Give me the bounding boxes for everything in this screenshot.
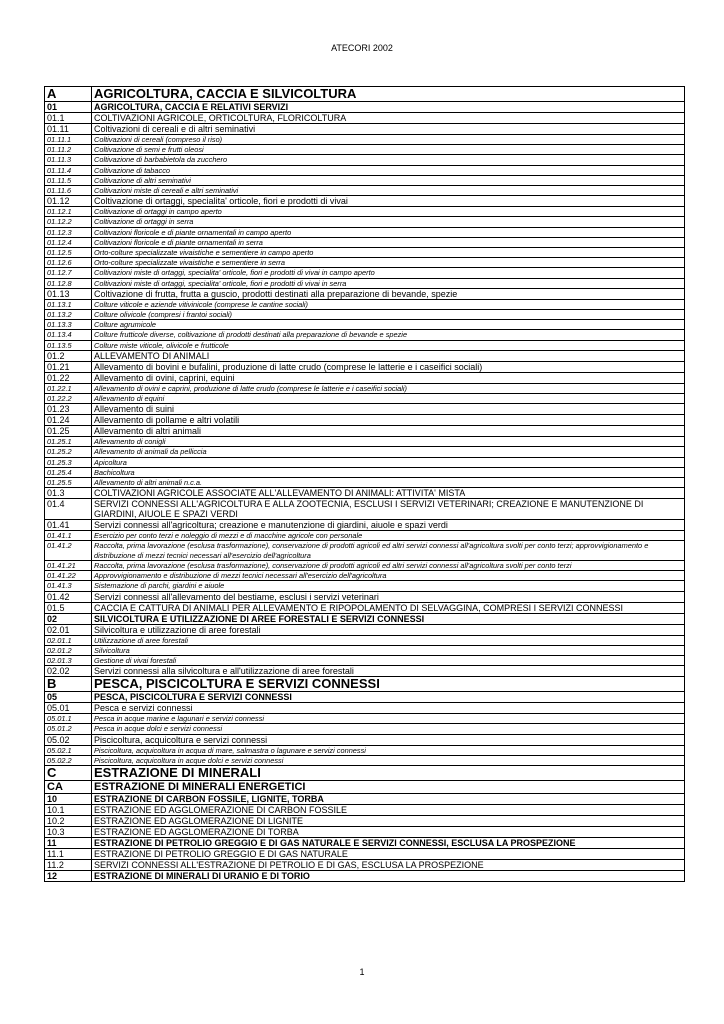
row-description: Piscicoltura, acquicoltura e servizi connessi (92, 734, 685, 745)
row-description: Coltivazione di altri seminativi (92, 175, 685, 185)
row-description: Allevamento di altri animali n.c.a. (92, 478, 685, 488)
row-code: 01.42 (45, 591, 92, 602)
row-code: 01 (45, 102, 92, 113)
row-description: Piscicoltura, acquicoltura in acque dolci e servizi connessi (92, 755, 685, 765)
row-code: 01.13 (45, 288, 92, 299)
row-description: Silvicoltura (92, 645, 685, 655)
table-row (45, 426, 685, 437)
row-code: 11 (45, 837, 92, 848)
row-description: ESTRAZIONE DI PETROLIO GREGGIO E DI GAS NATURALE (92, 848, 685, 859)
row-code: 01.12.5 (45, 248, 92, 258)
row-description: Servizi connessi all'allevamento del bestiame, esclusi i servizi veterinari (92, 591, 685, 602)
row-description: ESTRAZIONE ED AGGLOMERAZIONE DI CARBON FOSSILE (92, 804, 685, 815)
table-row (45, 624, 685, 635)
row-code: 05.01 (45, 703, 92, 714)
row-description: Apicoltura (92, 457, 685, 467)
row-code: 01.11 (45, 124, 92, 135)
row-description: Coltivazioni miste di ortaggi, specialita' orticole, fiori e prodotti di vivai in serra (92, 278, 685, 288)
row-description: Servizi connessi alla silvicoltura e all'utilizzazione di aree forestali (92, 666, 685, 677)
row-description: Utilizzazione di aree forestali (92, 635, 685, 645)
table-row (45, 666, 685, 677)
table-row (45, 645, 685, 655)
table-row (45, 415, 685, 426)
row-code: 01.24 (45, 415, 92, 426)
table-row (45, 755, 685, 765)
row-description: Bachicoltura (92, 467, 685, 477)
page-number: 1 (359, 967, 365, 977)
table-row (45, 288, 685, 299)
row-code: 01.4 (45, 499, 92, 520)
table-row (45, 467, 685, 477)
row-code: 10.2 (45, 815, 92, 826)
row-code: 01.22.1 (45, 383, 92, 393)
row-code: 01.12 (45, 196, 92, 207)
row-code: 01.13.5 (45, 340, 92, 350)
row-description: Piscicoltura, acquicoltura in acqua di mare, salmastra o lagunare e servizi connessi (92, 745, 685, 755)
table-row (45, 531, 685, 541)
row-code: 02 (45, 613, 92, 624)
table-row (45, 372, 685, 383)
table-row (45, 361, 685, 372)
row-description: Esercizio per conto terzi e noleggio di mezzi e di macchine agricole con personale (92, 531, 685, 541)
row-description: SILVICOLTURA E UTILIZZAZIONE DI AREE FORESTALI E SERVIZI CONNESSI (92, 613, 685, 624)
table-row (45, 299, 685, 309)
table-row (45, 591, 685, 602)
table-row (45, 745, 685, 755)
table-row (45, 196, 685, 207)
row-description: Coltivazione di tabacco (92, 165, 685, 175)
table-row (45, 488, 685, 499)
table-row (45, 237, 685, 247)
table-row (45, 692, 685, 703)
row-description: Coltivazioni di cereali (compreso il riso) (92, 135, 685, 145)
row-code: 01.12.6 (45, 258, 92, 268)
table-row (45, 655, 685, 665)
row-description: Orto-colture specializzate vivaistiche e sementiere in campo aperto (92, 248, 685, 258)
row-description: CACCIA E CATTURA DI ANIMALI PER ALLEVAMENTO E RIPOPOLAMENTO DI SELVAGGINA, COMPRESI I SERVIZI CONNESSI (92, 602, 685, 613)
row-code: 10.3 (45, 826, 92, 837)
row-code: B (45, 677, 92, 692)
row-code: 01.25.3 (45, 457, 92, 467)
table-row (45, 145, 685, 155)
row-code: 11.1 (45, 848, 92, 859)
row-code: 01.25.2 (45, 447, 92, 457)
table-row (45, 613, 685, 624)
row-code: 10 (45, 793, 92, 804)
table-row (45, 581, 685, 591)
table-row (45, 520, 685, 531)
row-code: 01.3 (45, 488, 92, 499)
row-description: Silvicoltura e utilizzazione di aree forestali (92, 624, 685, 635)
table-row (45, 268, 685, 278)
row-code: 01.12.3 (45, 227, 92, 237)
table-row (45, 394, 685, 404)
table-row (45, 175, 685, 185)
row-description: Colture viticole e aziende vitivinicole (comprese le cantine sociali) (92, 299, 685, 309)
table-row (45, 677, 685, 692)
table-row (45, 165, 685, 175)
classification-table-body (45, 87, 685, 882)
row-description: Allevamento di ovini, caprini, equini (92, 372, 685, 383)
row-description: Pesca in acque dolci e servizi connessi (92, 724, 685, 734)
table-row (45, 383, 685, 393)
table-row (45, 278, 685, 288)
row-code: 01.13.1 (45, 299, 92, 309)
row-code: 01.23 (45, 404, 92, 415)
row-code: 05 (45, 692, 92, 703)
row-description: ESTRAZIONE ED AGGLOMERAZIONE DI LIGNITE (92, 815, 685, 826)
table-row (45, 258, 685, 268)
row-code: 01.41.2 (45, 541, 92, 560)
row-description: Servizi connessi all'agricoltura; creazione e manutenzione di giardini, aiuole e spazi verdi (92, 520, 685, 531)
row-code: 11.2 (45, 859, 92, 870)
row-code: 12 (45, 870, 92, 881)
table-row (45, 186, 685, 196)
table-row (45, 848, 685, 859)
table-row (45, 499, 685, 520)
table-row (45, 804, 685, 815)
table-row (45, 815, 685, 826)
row-code: CA (45, 780, 92, 793)
row-code: 01.11.6 (45, 186, 92, 196)
row-code: 02.01.3 (45, 655, 92, 665)
row-description: Coltivazioni miste di cereali e altri seminativi (92, 186, 685, 196)
row-code: 05.01.1 (45, 714, 92, 724)
table-row (45, 155, 685, 165)
row-code: 01.11.5 (45, 175, 92, 185)
table-row (45, 102, 685, 113)
row-description: Allevamento di ovini e caprini, produzione di latte crudo (comprese le latterie e i caseifici sociali) (92, 383, 685, 393)
table-row (45, 780, 685, 793)
table-row (45, 447, 685, 457)
row-code: 01.2 (45, 350, 92, 361)
row-description: Colture olivicole (compresi i frantoi sociali) (92, 310, 685, 320)
table-row (45, 793, 685, 804)
row-code: 01.25 (45, 426, 92, 437)
row-description: Pesca in acque marine e lagunari e servizi connessi (92, 714, 685, 724)
row-code: C (45, 765, 92, 780)
row-description: SERVIZI CONNESSI ALL'AGRICOLTURA E ALLA ZOOTECNIA, ESCLUSI I SERVIZI VETERINARI; CREAZIONE E MANUTENZIONE DI GIARDINI, AIUOLE E SPAZI VERDI (92, 499, 685, 520)
row-description: Orto-colture specializzate vivaistiche e sementiere in serra (92, 258, 685, 268)
row-code: 02.01 (45, 624, 92, 635)
row-description: Coltivazioni floricole e di piante ornamentali in serra (92, 237, 685, 247)
row-code: 01.25.4 (45, 467, 92, 477)
row-description: Coltivazioni di cereali e di altri seminativi (92, 124, 685, 135)
row-description: Coltivazione di semi e frutti oleosi (92, 145, 685, 155)
row-description: Gestione di vivai forestali (92, 655, 685, 665)
row-description: ESTRAZIONE DI MINERALI (92, 765, 685, 780)
row-code: 01.11.1 (45, 135, 92, 145)
table-row (45, 124, 685, 135)
row-code: 01.12.2 (45, 217, 92, 227)
row-code: 01.5 (45, 602, 92, 613)
row-description: ESTRAZIONE DI MINERALI ENERGETICI (92, 780, 685, 793)
table-row (45, 541, 685, 560)
row-description: ESTRAZIONE DI CARBON FOSSILE, LIGNITE, TORBA (92, 793, 685, 804)
row-code: 01.11.3 (45, 155, 92, 165)
table-row (45, 135, 685, 145)
table-row (45, 478, 685, 488)
row-description: ESTRAZIONE ED AGGLOMERAZIONE DI TORBA (92, 826, 685, 837)
row-description: Allevamento di animali da pelliccia (92, 447, 685, 457)
row-code: 05.02.1 (45, 745, 92, 755)
table-row (45, 320, 685, 330)
row-description: Allevamento di bovini e bufalini, produzione di latte crudo (comprese le latterie e i caseifici sociali) (92, 361, 685, 372)
table-row (45, 113, 685, 124)
table-row (45, 859, 685, 870)
table-row (45, 340, 685, 350)
table-row (45, 734, 685, 745)
table-row (45, 310, 685, 320)
row-code: 01.41.22 (45, 571, 92, 581)
row-code: A (45, 87, 92, 102)
table-row (45, 217, 685, 227)
table-row (45, 602, 685, 613)
row-description: Coltivazioni miste di ortaggi, specialita' orticole, fiori e prodotti di vivai in campo aperto (92, 268, 685, 278)
row-code: 10.1 (45, 804, 92, 815)
table-row (45, 571, 685, 581)
table-row (45, 227, 685, 237)
row-code: 01.11.4 (45, 165, 92, 175)
row-description: AGRICOLTURA, CACCIA E RELATIVI SERVIZI (92, 102, 685, 113)
row-description: ALLEVAMENTO DI ANIMALI (92, 350, 685, 361)
table-row (45, 703, 685, 714)
row-code: 01.12.4 (45, 237, 92, 247)
row-code: 02.01.2 (45, 645, 92, 655)
row-description: Allevamento di altri animali (92, 426, 685, 437)
row-description: Allevamento di conigli (92, 437, 685, 447)
row-code: 01.41.1 (45, 531, 92, 541)
row-description: Coltivazione di ortaggi in campo aperto (92, 207, 685, 217)
table-row (45, 404, 685, 415)
row-description: Approvvigionamento e distribuzione di mezzi tecnici necessari all'esercizio dell'agricoltura (92, 571, 685, 581)
row-description: ESTRAZIONE DI MINERALI DI URANIO E DI TORIO (92, 870, 685, 881)
row-code: 01.22 (45, 372, 92, 383)
row-code: 01.12.7 (45, 268, 92, 278)
row-code: 01.11.2 (45, 145, 92, 155)
row-code: 01.1 (45, 113, 92, 124)
row-code: 05.01.2 (45, 724, 92, 734)
table-row (45, 330, 685, 340)
row-description: COLTIVAZIONI AGRICOLE ASSOCIATE ALL'ALLEVAMENTO DI ANIMALI: ATTIVITA' MISTA (92, 488, 685, 499)
row-description: PESCA, PISCICOLTURA E SERVIZI CONNESSI (92, 677, 685, 692)
row-code: 01.41.21 (45, 560, 92, 570)
row-description: COLTIVAZIONI AGRICOLE, ORTICOLTURA, FLORICOLTURA (92, 113, 685, 124)
row-code: 01.22.2 (45, 394, 92, 404)
row-description: Raccolta, prima lavorazione (esclusa trasformazione), conservazione di prodotti agricoli ed altri servizi connessi all'agricoltura svolti per conto terzi (92, 560, 685, 570)
table-row (45, 724, 685, 734)
table-row (45, 207, 685, 217)
row-description: Sistemazione di parchi, giardini e aiuole (92, 581, 685, 591)
table-row (45, 714, 685, 724)
row-description: Pesca e servizi connessi (92, 703, 685, 714)
row-description: Colture agrumicole (92, 320, 685, 330)
row-description: Raccolta, prima lavorazione (esclusa trasformazione), conservazione di prodotti agricoli ed altri servizi connessi all'agricoltura svolti per conto terzi; approvvigionamento e distribuzione di mezzi tecnici necessari all'esercizio dell'agricoltura (92, 541, 685, 560)
table-row (45, 837, 685, 848)
table-row (45, 826, 685, 837)
row-description: AGRICOLTURA, CACCIA E SILVICOLTURA (92, 87, 685, 102)
table-row (45, 248, 685, 258)
row-code: 05.02.2 (45, 755, 92, 765)
table-row (45, 457, 685, 467)
row-description: Allevamento di pollame e altri volatili (92, 415, 685, 426)
row-description: Coltivazione di frutta, frutta a guscio, prodotti destinati alla preparazione di bevande, spezie (92, 288, 685, 299)
row-description: Coltivazione di barbabietola da zucchero (92, 155, 685, 165)
document-header: ATECORI 2002 (331, 43, 393, 53)
row-code: 01.12.8 (45, 278, 92, 288)
row-description: Coltivazione di ortaggi in serra (92, 217, 685, 227)
row-description: Colture miste viticole, olivicole e frutticole (92, 340, 685, 350)
row-code: 01.13.4 (45, 330, 92, 340)
row-description: Coltivazioni floricole e di piante ornamentali in campo aperto (92, 227, 685, 237)
classification-table (44, 86, 685, 882)
row-code: 02.02 (45, 666, 92, 677)
row-code: 01.25.1 (45, 437, 92, 447)
table-row (45, 765, 685, 780)
table-row (45, 635, 685, 645)
table-row (45, 437, 685, 447)
row-code: 01.41 (45, 520, 92, 531)
row-description: ESTRAZIONE DI PETROLIO GREGGIO E DI GAS NATURALE E SERVIZI CONNESSI, ESCLUSA LA PROSPEZIONE (92, 837, 685, 848)
row-code: 01.25.5 (45, 478, 92, 488)
row-description: Colture frutticole diverse, coltivazione di prodotti destinati alla preparazione di bevande e spezie (92, 330, 685, 340)
table-row (45, 870, 685, 881)
row-description: Allevamento di suini (92, 404, 685, 415)
row-code: 01.41.3 (45, 581, 92, 591)
row-code: 01.13.2 (45, 310, 92, 320)
row-description: SERVIZI CONNESSI ALL'ESTRAZIONE DI PETROLIO E DI GAS, ESCLUSA LA PROSPEZIONE (92, 859, 685, 870)
table-row (45, 87, 685, 102)
row-description: Coltivazione di ortaggi, specialita' orticole, fiori e prodotti di vivai (92, 196, 685, 207)
row-code: 01.13.3 (45, 320, 92, 330)
table-row (45, 350, 685, 361)
table-row (45, 560, 685, 570)
row-code: 02.01.1 (45, 635, 92, 645)
row-code: 01.21 (45, 361, 92, 372)
row-description: PESCA, PISCICOLTURA E SERVIZI CONNESSI (92, 692, 685, 703)
row-code: 01.12.1 (45, 207, 92, 217)
row-description: Allevamento di equini (92, 394, 685, 404)
row-code: 05.02 (45, 734, 92, 745)
